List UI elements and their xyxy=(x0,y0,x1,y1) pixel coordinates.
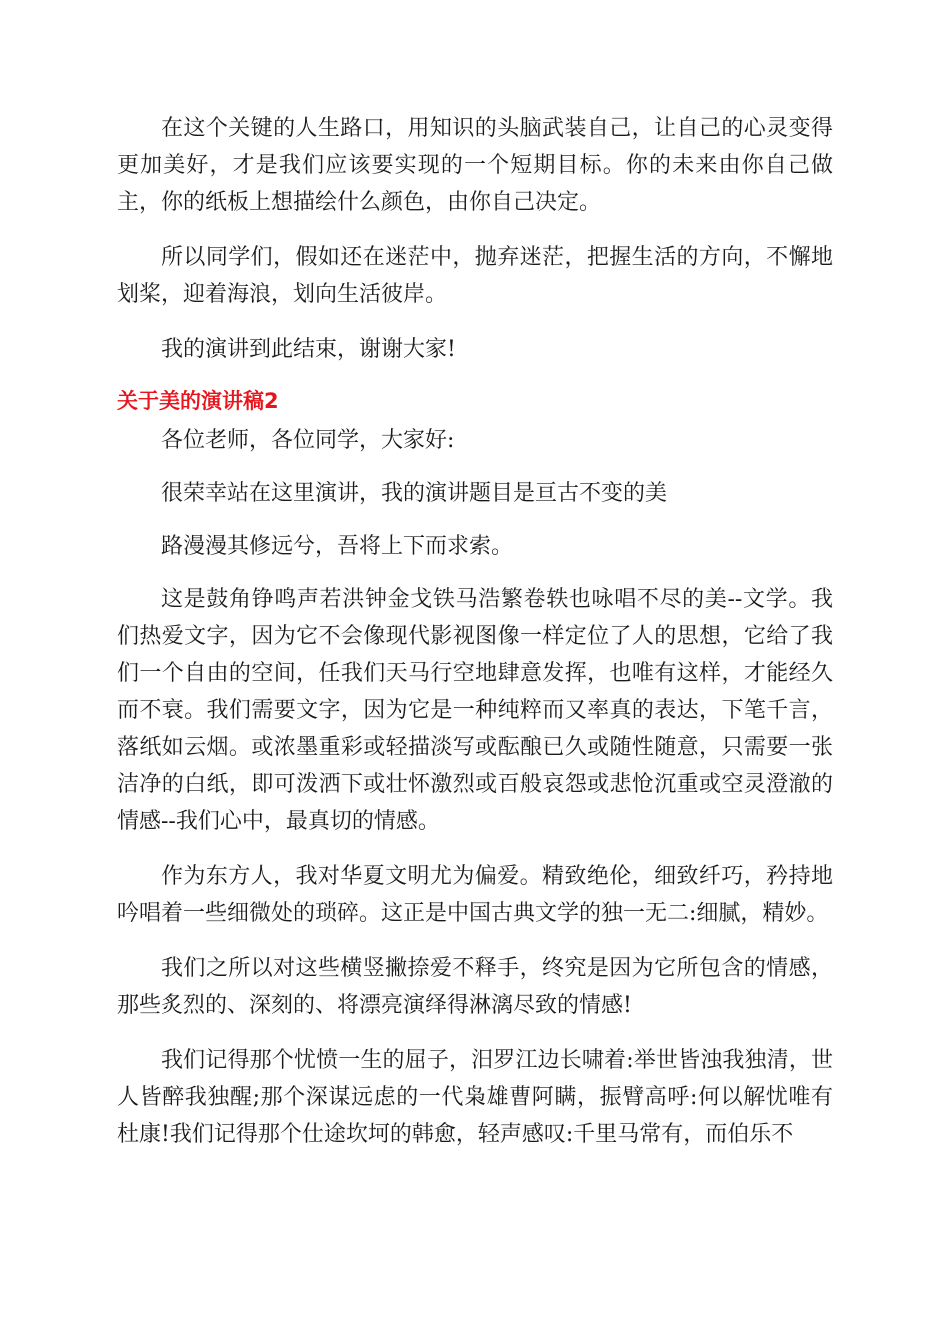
document-page xyxy=(117,110,833,1171)
paragraph: 这是鼓角铮鸣声若洪钟金戈铁马浩繁卷轶也咏唱不尽的美--文学。我们热爱文字，因为它不会像现代影视图像一样定位了人的思想，它给了我们一个自由的空间，任我们天马行空地肆意发挥，也唯有这样，才能经久而不衰。我们需要文字，因为它是一种纯粹而又率真的表达，下笔千言，落纸如云烟。或浓墨重彩或轻描淡写或酝酿已久或随性随意，只需要一张洁净的白纸，即可泼洒下或壮怀激烈或百般哀怨或悲怆沉重或空灵澄澈的情感--我们心中，最真切的情感。 xyxy=(117,587,833,834)
paragraph: 我的演讲到此结束，谢谢大家! xyxy=(161,337,456,362)
section-heading: 关于美的演讲稿2 xyxy=(117,389,279,413)
paragraph: 我们记得那个忧愤一生的屈子，汨罗江边长啸着:举世皆浊我独清，世人皆醉我独醒;那个深谋远虑的一代枭雄曹阿瞒，振臂高呼:何以解忧唯有杜康!我们记得那个仕途坎坷的韩愈，轻声感叹:千里马常有，而伯乐不 xyxy=(117,1048,833,1147)
paragraph: 在这个关键的人生路口，用知识的头脑武装自己，让自己的心灵变得更加美好，才是我们应该要实现的一个短期目标。你的未来由你自己做主，你的纸板上想描绘什么颜色，由你自己决定。 xyxy=(117,116,833,215)
paragraph: 各位老师，各位同学，大家好: xyxy=(161,428,455,453)
paragraph: 作为东方人，我对华夏文明尤为偏爱。精致绝伦，细致纤巧，矜持地吟唱着一些细微处的琐碎。这正是中国古典文学的独一无二:细腻，精妙。 xyxy=(117,864,833,926)
paragraph: 我们之所以对这些横竖撇捺爱不释手，终究是因为它所包含的情感，那些炙烈的、深刻的、将漂亮演绎得淋漓尽致的情感! xyxy=(117,956,833,1018)
paragraph: 所以同学们，假如还在迷茫中，抛弃迷茫，把握生活的方向，不懈地划桨，迎着海浪，划向生活彼岸。 xyxy=(117,245,833,307)
paragraph: 路漫漫其修远兮，吾将上下而求索。 xyxy=(161,534,514,559)
paragraph: 很荣幸站在这里演讲，我的演讲题目是亘古不变的美 xyxy=(161,481,668,506)
